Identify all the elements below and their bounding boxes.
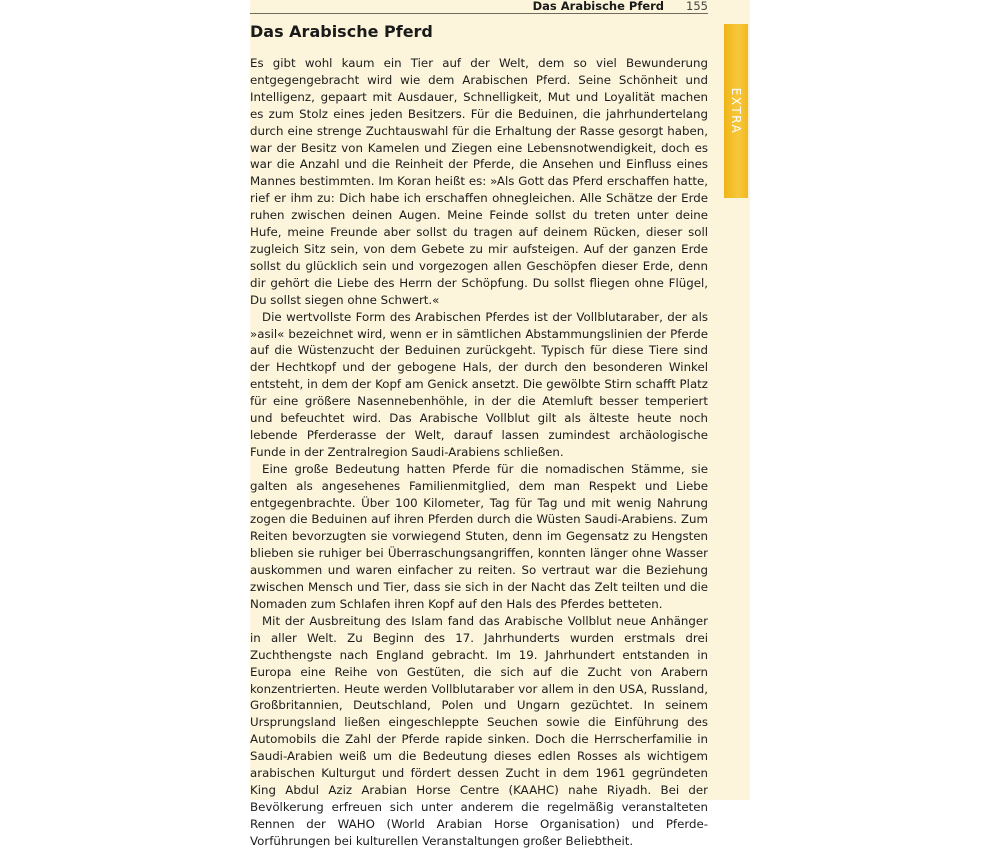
article-title: Das Arabische Pferd	[250, 22, 433, 41]
extra-section-tab	[724, 24, 748, 198]
running-title: Das Arabische Pferd	[532, 0, 665, 13]
extra-tab-label: EXTRA	[729, 87, 744, 135]
page-number: 155	[686, 0, 708, 13]
paragraph: Es gibt wohl kaum ein Tier auf der Welt, dem so viel Bewunderung entgegengebracht wird wie dem Arabischen Pferd. Seine Schönheit und Intelligenz, gepaart mit Ausdauer, Schnelligkeit, Mut und Loyalität machen es zum Stolz eines jeden Besitzers. Für die Beduinen, die jahrhundertelang durch eine strenge Zuchtauswahl für die Erhaltung der Rasse gesorgt haben, war der Besitz von Kamelen und Ziegen eine Lebensnotwendigkeit, doch es war die Anzahl und die Reinheit der Pferde, die Ansehen und Einfluss eines Mannes bestimmten. Im Koran heißt es: »Als Gott das Pferd erschaffen hatte, rief er ihm zu: Dich habe ich erschaffen ohnegleichen. Alle Schätze der Erde ruhen zwischen deinen Augen. Meine Feinde sollst du treten unter deine Hufe, meine Freunde aber sollst du tragen auf deinem Rücken, dieser soll zugleich Sitz sein, von dem Gebete zu mir aufsteigen. Auf der ganzen Erde sollst du glücklich sein und vorgezogen allen Geschöpfen dieser Erde, denn dir gehört die Liebe des Herrn der Schöpfung. Du sollst fliegen ohne Flügel, Du sollst siegen ohne Schwert.«	[250, 56, 708, 307]
article-body	[250, 55, 708, 850]
running-header	[250, 0, 708, 14]
paragraph: Die wertvollste Form des Arabischen Pferdes ist der Vollblutaraber, der als »asil« bezeichnet wird, wenn er in sämtlichen Abstammungslinien der Pferde auf die Wüstenzucht der Beduinen zurückgeht. Typisch für diese Tiere sind der Hechtkopf und der gebogene Hals, der durch den besonderen Winkel entsteht, in dem der Kopf am Genick ansetzt. Die gewölbte Stirn schafft Platz für eine größere Nasennebenhöhle, in der die Atemluft besser temperiert und befeuchtet wird. Das Arabische Vollblut gilt als älteste heute noch lebende Pferderasse der Welt, darauf lassen zumindest archäologische Funde in der Zentralregion Saudi-Arabiens schließen.	[250, 309, 708, 459]
paragraph: Eine große Bedeutung hatten Pferde für die nomadischen Stämme, sie galten als angesehenes Familienmitglied, dem man Respekt und Liebe entgegenbrachte. Über 100 Kilometer, Tag für Tag und mit wenig Nahrung zogen die Beduinen auf ihren Pferden durch die Wüsten Saudi-Arabiens. Zum Reiten bevorzugten sie vorwiegend Stuten, denn im Gegensatz zu Hengsten blieben sie ruhiger bei Überraschungsangriffen, konnten länger ohne Wasser auskommen und waren einfacher zu reiten. So vertraut war die Beziehung zwischen Mensch und Tier, dass sie sich in der Nacht das Zelt teilten und die Nomaden zum Schlafen ihren Kopf auf den Hals des Pferdes betteten.	[250, 461, 708, 611]
paragraph: Mit der Ausbreitung des Islam fand das Arabische Vollblut neue Anhänger in aller Welt. Zu Beginn des 17. Jahrhunderts wurden erstmals drei Zuchthengste nach England gebracht. Im 19. Jahrhundert entstanden in Europa eine Reihe von Gestüten, die sich auf die Zucht von Arabern konzentrierten. Heute werden Vollblutaraber vor allem in den USA, Russland, Großbritannien, Deutschland, Polen und Ungarn gezüchtet. In seinem Ursprungsland ließen eingeschleppte Seuchen sowie die Einführung des Automobils die Zahl der Pferde rapide sinken. Doch die Herrscherfamilie in Saudi-Arabien weiß um die Bedeutung dieses edlen Rosses als wichtigem arabischen Kulturgut und fördert dessen Zucht in dem 1961 gegründeten King Abdul Aziz Arabian Horse Centre (KAAHC) nahe Riyadh. Bei der Bevölkerung erfreuen sich unter anderem die regelmäßig veranstalteten Rennen der WAHO (World Arabian Horse Organisation) und Pferde-Vorführungen bei kulturellen Veranstaltungen großer Beliebtheit.	[250, 613, 708, 848]
book-page	[250, 0, 750, 848]
